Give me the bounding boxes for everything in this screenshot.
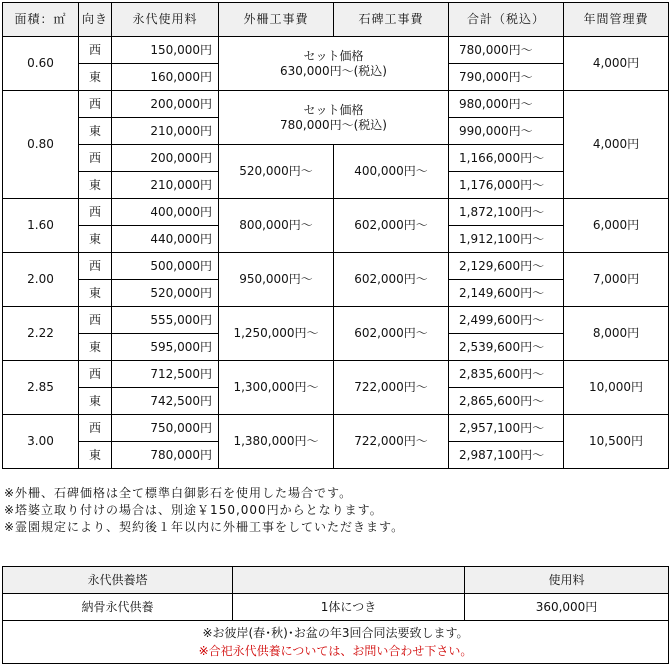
total-cell: 790,000円～ — [449, 64, 564, 91]
eitai-footer-row — [3, 621, 669, 664]
monument-fee-cell: 722,000円～ — [334, 415, 449, 469]
annual-fee-cell: 7,000円 — [564, 253, 669, 307]
set-price-cell — [219, 91, 449, 145]
direction-cell: 西 — [79, 145, 112, 172]
total-cell: 2,499,600円～ — [449, 307, 564, 334]
monument-fee-cell: 602,000円～ — [334, 199, 449, 253]
area-cell: 0.80 — [3, 91, 79, 199]
memorial-service-note: ※お彼岸(春･秋)･お盆の年3回合同法要致します。 — [202, 626, 469, 640]
eitai-fee-cell: 200,000円 — [112, 91, 219, 118]
table-row — [3, 91, 669, 118]
total-cell: 2,129,600円～ — [449, 253, 564, 280]
eitai-footer-cell — [3, 621, 669, 664]
direction-cell: 東 — [79, 118, 112, 145]
annual-fee-cell: 10,500円 — [564, 415, 669, 469]
total-cell: 780,000円～ — [449, 37, 564, 64]
area-cell: 2.85 — [3, 361, 79, 415]
eitai-fee-cell: 520,000円 — [112, 280, 219, 307]
eitai-price-cell: 360,000円 — [465, 594, 669, 621]
table-row — [3, 415, 669, 442]
direction-cell: 東 — [79, 226, 112, 253]
note-line: ※外柵、石碑価格は全て標準白御影石を使用した場合です。 — [4, 486, 353, 500]
total-cell: 2,865,600円～ — [449, 388, 564, 415]
eitai-fee-cell: 440,000円 — [112, 226, 219, 253]
eitai-fee-cell: 150,000円 — [112, 37, 219, 64]
monument-fee-cell: 722,000円～ — [334, 361, 449, 415]
eitai-row — [3, 594, 669, 621]
area-cell: 0.60 — [3, 37, 79, 91]
total-cell: 1,912,100円～ — [449, 226, 564, 253]
annual-fee-cell: 4,000円 — [564, 37, 669, 91]
eitai-fee-cell: 555,000円 — [112, 307, 219, 334]
area-cell: 1.60 — [3, 199, 79, 253]
header-annual-fee: 年間管理費 — [564, 3, 669, 37]
note-line: ※霊園規定により、契約後１年以内に外柵工事をしていただきます。 — [4, 520, 405, 534]
direction-cell: 西 — [79, 361, 112, 388]
table-row — [3, 37, 669, 64]
total-cell: 980,000円～ — [449, 91, 564, 118]
eitai-fee-cell: 780,000円 — [112, 442, 219, 469]
set-price-label: セット価格 — [303, 103, 364, 118]
area-cell: 2.22 — [3, 307, 79, 361]
direction-cell: 東 — [79, 442, 112, 469]
note-line: ※塔婆立取り付けの場合は、別途￥150,000円からとなります。 — [4, 503, 383, 517]
direction-cell: 東 — [79, 64, 112, 91]
total-cell: 1,872,100円～ — [449, 199, 564, 226]
monument-fee-cell: 602,000円～ — [334, 307, 449, 361]
header-fence-fee: 外柵工事費 — [219, 3, 334, 37]
fence-fee-cell: 520,000円～ — [219, 145, 334, 199]
set-price-cell — [219, 37, 449, 91]
annual-fee-cell: 6,000円 — [564, 199, 669, 253]
total-cell: 2,149,600円～ — [449, 280, 564, 307]
annual-fee-cell: 10,000円 — [564, 361, 669, 415]
total-cell: 2,539,600円～ — [449, 334, 564, 361]
direction-cell: 西 — [79, 199, 112, 226]
total-cell: 2,987,100円～ — [449, 442, 564, 469]
eitai-fee-cell: 160,000円 — [112, 64, 219, 91]
notes — [4, 485, 404, 536]
annual-fee-cell: 8,000円 — [564, 307, 669, 361]
inquiry-note: ※合祀永代供養については、お問い合わせ下さい。 — [198, 644, 473, 658]
monument-fee-cell: 602,000円～ — [334, 253, 449, 307]
standard-groups — [3, 199, 669, 469]
table-row — [3, 361, 669, 388]
total-cell: 1,176,000円～ — [449, 172, 564, 199]
eitai-kuyou-table — [2, 566, 669, 664]
direction-cell: 西 — [79, 91, 112, 118]
direction-cell: 東 — [79, 388, 112, 415]
set-price-value: 630,000円～(税込) — [280, 63, 387, 78]
eitai-fee-cell: 210,000円 — [112, 118, 219, 145]
eitai-header-row — [3, 567, 669, 594]
fence-fee-cell: 1,300,000円～ — [219, 361, 334, 415]
total-cell: 2,957,100円～ — [449, 415, 564, 442]
eitai-fee-cell: 400,000円 — [112, 199, 219, 226]
monument-fee-cell: 400,000円～ — [334, 145, 449, 199]
direction-cell: 西 — [79, 307, 112, 334]
direction-cell: 西 — [79, 253, 112, 280]
direction-cell: 東 — [79, 280, 112, 307]
direction-cell: 西 — [79, 415, 112, 442]
set-price-label: セット価格 — [303, 49, 364, 64]
table-row — [3, 253, 669, 280]
header-total: 合計（税込） — [449, 3, 564, 37]
eitai-header-blank — [233, 567, 465, 594]
price-table — [2, 2, 669, 469]
eitai-fee-cell: 712,500円 — [112, 361, 219, 388]
header-area: 面積：㎡ — [3, 3, 79, 37]
header-eitai-fee: 永代使用料 — [112, 3, 219, 37]
eitai-header-fee: 使用料 — [465, 567, 669, 594]
total-cell: 2,835,600円～ — [449, 361, 564, 388]
fence-fee-cell: 1,250,000円～ — [219, 307, 334, 361]
eitai-fee-cell: 750,000円 — [112, 415, 219, 442]
set-price-value: 780,000円～(税込) — [280, 117, 387, 132]
header-monument-fee: 石碑工事費 — [334, 3, 449, 37]
total-cell: 990,000円～ — [449, 118, 564, 145]
header-direction: 向き — [79, 3, 112, 37]
table-row — [3, 307, 669, 334]
annual-fee-cell: 4,000円 — [564, 91, 669, 199]
fence-fee-cell: 800,000円～ — [219, 199, 334, 253]
total-cell: 1,166,000円～ — [449, 145, 564, 172]
eitai-fee-cell: 210,000円 — [112, 172, 219, 199]
eitai-header-name: 永代供養塔 — [3, 567, 233, 594]
area-cell: 2.00 — [3, 253, 79, 307]
eitai-fee-cell: 500,000円 — [112, 253, 219, 280]
eitai-fee-cell: 742,500円 — [112, 388, 219, 415]
direction-cell: 西 — [79, 37, 112, 64]
direction-cell: 東 — [79, 172, 112, 199]
eitai-fee-cell: 595,000円 — [112, 334, 219, 361]
table-row — [3, 199, 669, 226]
eitai-unit-cell: 1体につき — [233, 594, 465, 621]
fence-fee-cell: 950,000円～ — [219, 253, 334, 307]
header-row — [3, 3, 669, 37]
fence-fee-cell: 1,380,000円～ — [219, 415, 334, 469]
area-cell: 3.00 — [3, 415, 79, 469]
direction-cell: 東 — [79, 334, 112, 361]
eitai-name-cell: 納骨永代供養 — [3, 594, 233, 621]
eitai-fee-cell: 200,000円 — [112, 145, 219, 172]
